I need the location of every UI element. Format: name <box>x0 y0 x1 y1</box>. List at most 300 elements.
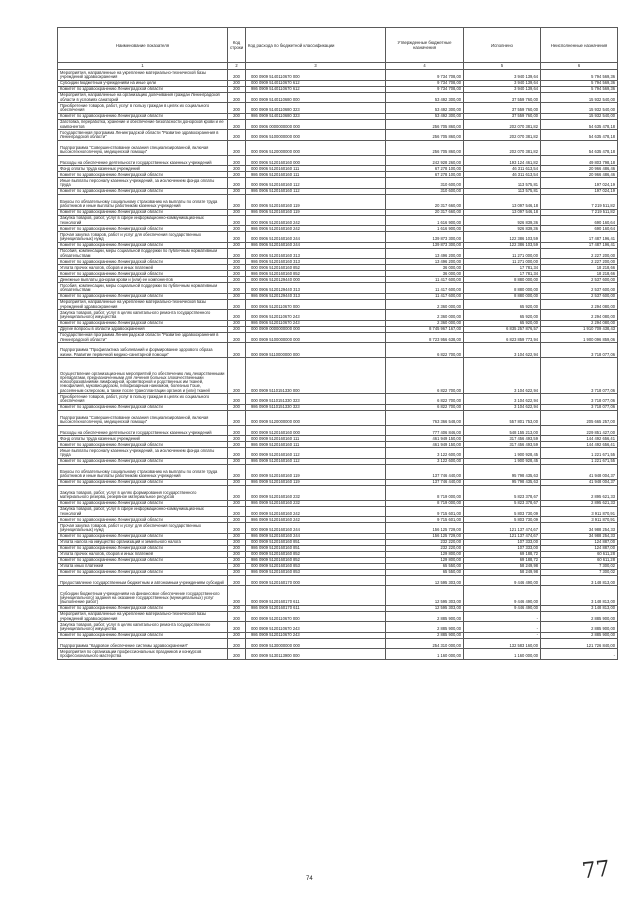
executed-cell: 113 575,81 <box>464 188 541 194</box>
approved-cell: 137 746 440,00 <box>386 479 464 485</box>
executed-cell: 107 333,00 <box>464 545 541 551</box>
name-cell: Мероприятия, направленные на укрепление материально-технической базы учреждений здравоохранения <box>58 299 228 310</box>
approved-cell: 256 705 860,00 <box>386 140 464 155</box>
name-cell: Комитет по здравоохранению Ленинградской области <box>58 209 228 215</box>
name-cell: Расходы на обеспечение деятельности государственных казенных учреждений <box>58 425 228 436</box>
approved-cell: 129 800,00 <box>386 557 464 563</box>
approved-cell: 2 885 900,00 <box>386 611 464 622</box>
executed-cell: 3 104 622,94 <box>464 404 541 410</box>
executed-cell: 58 249,98 <box>464 563 541 569</box>
header-approved: Утвержденные бюджетные назначения <box>386 28 464 63</box>
executed-cell: 3 940 139,64 <box>464 70 541 81</box>
budget-code-cell: 986 0906 5120129440 313 <box>246 293 386 299</box>
header-row <box>58 28 618 63</box>
budget-code-cell: 000 0906 5120160160 119 <box>246 194 386 209</box>
unexecuted-cell: 1 221 671,55 <box>541 458 618 464</box>
name-cell: Предоставление государственным бюджетным и автономным учреждениям субсидий <box>58 575 228 586</box>
unexecuted-cell: 54 635 478,18 <box>541 130 618 141</box>
budget-code-cell: 000 0909 5120160160 232 <box>246 485 386 500</box>
approved-cell: 9 734 708,00 <box>386 70 464 81</box>
budget-code-cell: 000 0906 5120160160 313 <box>246 248 386 259</box>
executed-cell: 5 823 378,67 <box>464 485 541 500</box>
executed-cell: 1 160 000,00 <box>464 649 541 660</box>
name-cell: Комитет по здравоохранению Ленинградской области <box>58 458 228 464</box>
name-cell: Комитет по здравоохранению Ленинградской области <box>58 226 228 232</box>
name-cell: Комитет по здравоохранению Ленинградской области <box>58 188 228 194</box>
budget-code-cell: 000 0909 5100000000 000 <box>246 332 386 343</box>
budget-code-cell: 000 0906 5120160160 112 <box>246 178 386 189</box>
line-code-cell: 200 <box>228 638 246 649</box>
unexecuted-cell: 197 024,19 <box>541 188 618 194</box>
unexecuted-cell: 2 537 600,00 <box>541 277 618 283</box>
line-code-cell: 200 <box>228 545 246 551</box>
executed-cell: 3 940 139,64 <box>464 86 541 92</box>
line-code-cell: 200 <box>228 358 246 394</box>
budget-code-cell: 986 0909 5120160160 242 <box>246 517 386 523</box>
table-row <box>58 425 618 436</box>
budget-code-cell: 986 0909 5120160160 111 <box>246 442 386 448</box>
name-cell: Мероприятия, направленные на укрепление материально-технической базы учреждений здравоохранения <box>58 611 228 622</box>
line-code-cell: 200 <box>228 611 246 622</box>
budget-code-cell: 000 0909 5110151330 000 <box>246 358 386 394</box>
executed-cell: 5 803 730,09 <box>464 517 541 523</box>
approved-cell: 65 550,00 <box>386 563 464 569</box>
approved-cell: 156 125 729,00 <box>386 533 464 539</box>
name-cell: Комитет по здравоохранению Ленинградской области <box>58 113 228 119</box>
budget-code-cell: 000 0909 5120160160 853 <box>246 563 386 569</box>
executed-cell: 1 900 928,45 <box>464 448 541 459</box>
line-code-cell: 200 <box>228 277 246 283</box>
executed-cell: 37 559 760,00 <box>464 103 541 114</box>
line-code-cell: 200 <box>228 622 246 633</box>
header-unexecuted: Неисполненные назначения <box>541 28 618 63</box>
approved-cell: 67 278 100,00 <box>386 172 464 178</box>
unexecuted-cell: 49 803 798,18 <box>541 155 618 166</box>
budget-code-cell: 986 0906 5120160160 112 <box>246 188 386 194</box>
approved-cell: 461 949 150,00 <box>386 442 464 448</box>
unexecuted-cell: 2 885 900,00 <box>541 622 618 633</box>
unexecuted-cell: 41 948 004,37 <box>541 464 618 479</box>
budget-code-cell: 000 0906 5120129440 000 <box>246 277 386 283</box>
name-cell: Уплата налога на имущество организаций и земельного налога <box>58 539 228 545</box>
name-cell: Приобретение товаров, работ, услуг в пользу граждан в целях их социального обеспечения <box>58 103 228 114</box>
name-cell: Комитет по здравоохранению Ленинградской области <box>58 172 228 178</box>
name-cell: Уплата иных платежей <box>58 563 228 569</box>
header-name: Наименование показателя <box>58 28 228 63</box>
unexecuted-cell: 205 665 257,00 <box>541 410 618 425</box>
budget-code-cell: 986 0906 5120160160 242 <box>246 226 386 232</box>
unexecuted-cell: - <box>541 649 618 660</box>
name-cell: Прочая закупка товаров, работ и услуг для обеспечения государственных (муниципальных) нужд <box>58 523 228 534</box>
executed-cell: 122 386 103,59 <box>464 232 541 243</box>
budget-code-cell: 000 0909 5120000000 000 <box>246 410 386 425</box>
executed-cell: 202 070 381,82 <box>464 130 541 141</box>
approved-cell: 777 406 846,00 <box>386 425 464 436</box>
budget-code-cell: 000 0906 5120110670 000 <box>246 299 386 310</box>
approved-cell: 1 616 900,00 <box>386 215 464 226</box>
name-cell: Комитет по здравоохранению Ленинградской области <box>58 533 228 539</box>
name-cell: Подпрограмма "Профилактика заболеваний и формирование здорового образа жизни. Развитие первичной медико-санитарной помощи" <box>58 343 228 358</box>
line-code-cell: 200 <box>228 271 246 277</box>
table-row <box>58 586 618 606</box>
executed-cell: 46 311 613,54 <box>464 166 541 172</box>
line-code-cell: 200 <box>228 215 246 226</box>
approved-cell: 67 278 100,00 <box>386 166 464 172</box>
name-cell: Закупка товаров, работ, услуг в сфере информационно-коммуникационных технологий <box>58 215 228 226</box>
line-code-cell: 200 <box>228 232 246 243</box>
unexecuted-cell: 1 900 096 859,06 <box>541 332 618 343</box>
budget-code-cell: 000 0909 5120160160 851 <box>246 539 386 545</box>
budget-code-cell: 986 0909 5120160160 232 <box>246 500 386 506</box>
line-code-cell: 200 <box>228 209 246 215</box>
line-code-cell: 200 <box>228 92 246 103</box>
unexecuted-cell: 3 718 077,06 <box>541 343 618 358</box>
executed-cell: 8 880 000,00 <box>464 293 541 299</box>
line-code-cell: 200 <box>228 523 246 534</box>
unexecuted-cell: 3 911 870,91 <box>541 506 618 517</box>
approved-cell: 36 000,00 <box>386 271 464 277</box>
name-cell: Комитет по здравоохранению Ленинградской области <box>58 320 228 326</box>
executed-cell: 317 456 493,59 <box>464 436 541 442</box>
unexecuted-cell: 144 492 656,41 <box>541 442 618 448</box>
name-cell: Комитет по здравоохранению Ленинградской области <box>58 259 228 265</box>
page-number: 74 <box>306 876 313 882</box>
executed-cell: 132 583 160,00 <box>464 638 541 649</box>
approved-cell: 129 800,00 <box>386 551 464 557</box>
budget-code-cell: 986 0906 5120160160 119 <box>246 209 386 215</box>
table-row <box>58 248 618 259</box>
executed-cell: 95 798 435,63 <box>464 464 541 479</box>
table-row <box>58 332 618 343</box>
unexecuted-cell: 2 227 200,00 <box>541 248 618 259</box>
approved-cell: 1 160 000,00 <box>386 649 464 660</box>
table-row <box>58 523 618 534</box>
table-row <box>58 194 618 209</box>
line-code-cell: 200 <box>228 586 246 606</box>
budget-code-cell: 000 0909 5130000000 000 <box>246 638 386 649</box>
approved-cell: 2 885 900,00 <box>386 632 464 638</box>
table-row <box>58 649 618 660</box>
table-row <box>58 103 618 114</box>
line-code-cell: 200 <box>228 632 246 638</box>
name-cell: Подпрограмма "Совершенствование оказания специализированной, включая высокотехнологичную, медицинской помощи" <box>58 410 228 425</box>
executed-cell: 3 940 139,64 <box>464 80 541 86</box>
name-cell: Закупка товаров, работ, услуг в сфере информационно-коммуникационных технологий <box>58 506 228 517</box>
line-code-cell: 200 <box>228 119 246 130</box>
budget-code-cell: 000 0909 5120160160 242 <box>246 506 386 517</box>
approved-cell: 11 417 600,00 <box>386 277 464 283</box>
line-code-cell: 200 <box>228 80 246 86</box>
index-cell: 6 <box>541 63 618 70</box>
unexecuted-cell: 34 988 254,33 <box>541 533 618 539</box>
line-code-cell: 200 <box>228 425 246 436</box>
approved-cell: 310 600,00 <box>386 188 464 194</box>
executed-cell: 3 104 622,94 <box>464 394 541 405</box>
approved-cell: 11 417 600,00 <box>386 293 464 299</box>
line-code-cell: 200 <box>228 283 246 294</box>
unexecuted-cell: 54 635 478,18 <box>541 119 618 130</box>
table-row <box>58 310 618 321</box>
name-cell: Мероприятия, направленные на укрепление материально-технической базы учреждений здравоохранения <box>58 70 228 81</box>
approved-cell: 8 723 956 638,00 <box>386 332 464 343</box>
approved-cell: 2 360 000,00 <box>386 320 464 326</box>
unexecuted-cell: 15 932 540,00 <box>541 103 618 114</box>
name-cell: Взносы по обязательному социальному страхованию на выплаты по оплате труда работников и иные выплаты работникам казенных учреждений <box>58 464 228 479</box>
unexecuted-cell: 3 148 813,00 <box>541 575 618 586</box>
approved-cell: 9 734 708,00 <box>386 80 464 86</box>
budget-code-cell: 000 0906 5120129440 313 <box>246 283 386 294</box>
unexecuted-cell: 5 794 569,36 <box>541 70 618 81</box>
approved-cell: 53 492 300,00 <box>386 113 464 119</box>
executed-cell: 37 559 760,00 <box>464 92 541 103</box>
budget-code-cell: 986 0906 5120160160 313 <box>246 259 386 265</box>
line-code-cell: 200 <box>228 130 246 141</box>
approved-cell: 20 317 660,00 <box>386 209 464 215</box>
unexecuted-cell: 3 911 870,91 <box>541 517 618 523</box>
budget-code-cell: 986 0906 5120110670 243 <box>246 320 386 326</box>
budget-code-cell: 986 0909 5120160160 112 <box>246 458 386 464</box>
budget-code-cell: 000 0906 5120160160 852 <box>246 265 386 271</box>
name-cell: Заготовка, переработка, хранение и обеспечение безопасности донорской крови и ее компонентов <box>58 119 228 130</box>
executed-cell: 3 104 622,94 <box>464 343 541 358</box>
table-row <box>58 119 618 130</box>
name-cell: Государственная программа Ленинградской области "Развитие здравоохранения в Ленинградской области" <box>58 130 228 141</box>
line-code-cell: 200 <box>228 563 246 569</box>
index-cell: 3 <box>246 63 386 70</box>
unexecuted-cell: 229 851 427,00 <box>541 425 618 436</box>
approved-cell: 156 125 729,00 <box>386 523 464 534</box>
executed-cell: 557 801 753,00 <box>464 410 541 425</box>
executed-cell: 926 839,36 <box>464 226 541 232</box>
line-code-cell: 200 <box>228 394 246 405</box>
line-code-cell: 200 <box>228 436 246 442</box>
header-bcode: Код расхода по бюджетной классификации <box>246 28 386 63</box>
line-code-cell: 200 <box>228 605 246 611</box>
approved-cell: 139 873 300,00 <box>386 242 464 248</box>
unexecuted-cell: 3 718 077,06 <box>541 358 618 394</box>
executed-cell: 8 880 000,00 <box>464 283 541 294</box>
executed-cell: 6 835 257 876,57 <box>464 326 541 332</box>
line-code-cell: 200 <box>228 517 246 523</box>
table-row <box>58 178 618 189</box>
approved-cell: 13 496 200,00 <box>386 248 464 259</box>
executed-cell: 58 249,98 <box>464 569 541 575</box>
unexecuted-cell: 2 294 080,00 <box>541 299 618 310</box>
name-cell: Комитет по здравоохранению Ленинградской области <box>58 242 228 248</box>
line-code-cell: 200 <box>228 442 246 448</box>
executed-cell: 202 070 381,82 <box>464 119 541 130</box>
unexecuted-cell: 41 948 004,37 <box>541 479 618 485</box>
unexecuted-cell: 17 487 196,41 <box>541 242 618 248</box>
unexecuted-cell: 144 492 656,41 <box>541 436 618 442</box>
line-code-cell: 200 <box>228 172 246 178</box>
approved-cell: 2 360 000,00 <box>386 299 464 310</box>
approved-cell: 20 317 660,00 <box>386 194 464 209</box>
executed-cell: 65 920,00 <box>464 310 541 321</box>
approved-cell: 6 822 700,00 <box>386 358 464 394</box>
line-code-cell: 200 <box>228 155 246 166</box>
line-code-cell: 200 <box>228 343 246 358</box>
executed-cell: 202 070 381,82 <box>464 140 541 155</box>
line-code-cell: 200 <box>228 194 246 209</box>
budget-code-cell: 000 0906 5120160160 242 <box>246 215 386 226</box>
budget-code-cell: 000 0906 5120160160 000 <box>246 155 386 166</box>
approved-cell: 6 822 700,00 <box>386 343 464 358</box>
executed-cell: 5 823 378,67 <box>464 500 541 506</box>
line-code-cell: 200 <box>228 188 246 194</box>
line-code-cell: 200 <box>228 242 246 248</box>
table-row <box>58 464 618 479</box>
line-code-cell: 200 <box>228 299 246 310</box>
table-row <box>58 622 618 633</box>
executed-cell: 69 188,72 <box>464 551 541 557</box>
header-executed: Исполнено <box>464 28 541 63</box>
index-cell: 5 <box>464 63 541 70</box>
line-code-cell: 200 <box>228 332 246 343</box>
unexecuted-cell: 18 218,66 <box>541 265 618 271</box>
name-cell: Мероприятия, направленные на организацию долечивания граждан Ленинградской области в условиях санаторий <box>58 92 228 103</box>
line-code-cell: 200 <box>228 326 246 332</box>
budget-code-cell: 000 0906 5100000000 000 <box>246 130 386 141</box>
budget-code-cell: 000 0909 5120160160 000 <box>246 425 386 436</box>
executed-cell: 8 880 000,00 <box>464 277 541 283</box>
table-row <box>58 394 618 405</box>
executed-cell: 9 446 490,00 <box>464 605 541 611</box>
unexecuted-cell: 5 794 569,36 <box>541 86 618 92</box>
executed-cell: 107 333,00 <box>464 539 541 545</box>
approved-cell: 36 000,00 <box>386 265 464 271</box>
table-row <box>58 638 618 649</box>
table-row <box>58 70 618 81</box>
executed-cell: 121 137 474,67 <box>464 523 541 534</box>
name-cell: Уплата прочих налогов, сборов и иных платежей <box>58 265 228 271</box>
unexecuted-cell: 2 537 600,00 <box>541 293 618 299</box>
unexecuted-cell: 3 718 077,06 <box>541 404 618 410</box>
name-cell: Комитет по здравоохранению Ленинградской области <box>58 271 228 277</box>
budget-code-cell: 000 0909 0000000000 000 <box>246 326 386 332</box>
budget-code-cell: 000 0909 5140110680 000 <box>246 92 386 103</box>
name-cell: Комитет по здравоохранению Ленинградской области <box>58 404 228 410</box>
unexecuted-cell: 3 148 813,00 <box>541 605 618 611</box>
budget-code-cell: 000 0909 5120160160 111 <box>246 436 386 442</box>
name-cell: Уплата прочих налогов, сборов и иных платежей <box>58 551 228 557</box>
executed-cell: 11 271 000,00 <box>464 248 541 259</box>
name-cell: Комитет по здравоохранению Ленинградской области <box>58 632 228 638</box>
line-code-cell: 200 <box>228 86 246 92</box>
budget-code-cell: 000 0909 5120160170 000 <box>246 575 386 586</box>
budget-code-cell: 000 0906 5120000000 000 <box>246 140 386 155</box>
unexecuted-cell: 121 726 840,00 <box>541 638 618 649</box>
approved-cell: 6 822 700,00 <box>386 394 464 405</box>
name-cell: Комитет по здравоохранению Ленинградской области <box>58 442 228 448</box>
name-cell: Закупка товаров, работ, услуг в целях формирования государственного материального резерва, резервное материальное ресурсов <box>58 485 228 500</box>
approved-cell: 3 122 600,00 <box>386 448 464 459</box>
budget-code-cell: 000 0909 5120160170 611 <box>246 586 386 606</box>
line-code-cell: 200 <box>228 103 246 114</box>
name-cell: Комитет по здравоохранению Ленинградской области <box>58 545 228 551</box>
line-code-cell: 200 <box>228 464 246 479</box>
index-cell: 1 <box>58 63 228 70</box>
name-cell: Другие вопросы в области здравоохранения <box>58 326 228 332</box>
executed-cell: 1 900 928,45 <box>464 458 541 464</box>
executed-cell: 317 456 493,59 <box>464 442 541 448</box>
approved-cell: 2 885 900,00 <box>386 622 464 633</box>
unexecuted-cell: 2 227 200,00 <box>541 259 618 265</box>
table-row <box>58 506 618 517</box>
approved-cell: 256 705 860,00 <box>386 130 464 141</box>
line-code-cell: 200 <box>228 539 246 545</box>
name-cell: Субсидии бюджетным учреждениям на финансовое обеспечение государственного (муниципального) задания на оказание государственных (муниципальных) услуг (выполнение работ) <box>58 586 228 606</box>
executed-cell: 122 386 103,59 <box>464 242 541 248</box>
budget-code-cell: 986 0909 5120110670 243 <box>246 632 386 638</box>
approved-cell: 763 366 548,00 <box>386 410 464 425</box>
executed-cell: 113 575,81 <box>464 178 541 189</box>
unexecuted-cell: 124 887,00 <box>541 539 618 545</box>
table-row <box>58 140 618 155</box>
table-row <box>58 343 618 358</box>
approved-cell: 9 734 708,00 <box>386 86 464 92</box>
name-cell: Комитет по здравоохранению Ленинградской области <box>58 557 228 563</box>
budget-code-cell: 000 0909 5140110670 612 <box>246 80 386 86</box>
executed-cell: 193 124 461,82 <box>464 155 541 166</box>
unexecuted-cell: 2 537 600,00 <box>541 283 618 294</box>
executed-cell: 65 920,00 <box>464 299 541 310</box>
table-row <box>58 448 618 459</box>
executed-cell: 926 839,36 <box>464 215 541 226</box>
line-code-cell: 200 <box>228 551 246 557</box>
name-cell: Пособия, компенсации, меры социальной поддержки по публичным нормативным обязательствам <box>58 283 228 294</box>
name-cell: Закупка товаров, работ, услуг в целях капитального ремонта государственного (муниципального) имущества <box>58 622 228 633</box>
approved-cell: 242 928 260,00 <box>386 155 464 166</box>
line-code-cell: 200 <box>228 569 246 575</box>
table-row <box>58 485 618 500</box>
name-cell: Иные выплаты персоналу казенных учреждений, за исключением фонда оплаты труда <box>58 178 228 189</box>
approved-cell: 11 417 600,00 <box>386 283 464 294</box>
unexecuted-cell: 2 895 621,33 <box>541 485 618 500</box>
name-cell: Пособия, компенсации, меры социальной поддержки по публичным нормативным обязательствам <box>58 248 228 259</box>
unexecuted-cell: 690 160,64 <box>541 226 618 232</box>
line-code-cell: 200 <box>228 140 246 155</box>
header-code: Код строки <box>228 28 246 63</box>
unexecuted-cell: 20 966 486,46 <box>541 172 618 178</box>
budget-code-cell: 000 0906 0000000000 000 <box>246 119 386 130</box>
line-code-cell: 200 <box>228 533 246 539</box>
budget-code-cell: 000 0906 5120160160 244 <box>246 232 386 243</box>
executed-cell: 9 446 490,00 <box>464 575 541 586</box>
budget-code-cell: 986 0909 5120160160 852 <box>246 557 386 563</box>
index-cell: 2 <box>228 63 246 70</box>
table-row <box>58 575 618 586</box>
budget-code-cell: 000 0909 5110151330 323 <box>246 394 386 405</box>
unexecuted-cell: 2 294 080,00 <box>541 310 618 321</box>
name-cell: Комитет по здравоохранению Ленинградской области <box>58 293 228 299</box>
report-sheet <box>57 27 617 660</box>
budget-code-cell: 000 0906 5120160160 111 <box>246 166 386 172</box>
approved-cell: 2 360 000,00 <box>386 310 464 321</box>
name-cell: Подпрограмма "Кадровое обеспечение системы здравоохранения" <box>58 638 228 649</box>
budget-code-cell: 986 0906 5120160160 111 <box>246 172 386 178</box>
column-index-row <box>58 63 618 70</box>
budget-code-cell: 000 0909 5140110680 323 <box>246 103 386 114</box>
approved-cell: 3 122 600,00 <box>386 458 464 464</box>
name-cell: Денежные выплаты донорам крови и (или) ее компонентов <box>58 277 228 283</box>
line-code-cell: 200 <box>228 506 246 517</box>
unexecuted-cell: 3 718 077,06 <box>541 394 618 405</box>
line-code-cell: 200 <box>228 178 246 189</box>
unexecuted-cell: 60 611,28 <box>541 551 618 557</box>
unexecuted-cell: 2 885 900,00 <box>541 611 618 622</box>
unexecuted-cell: 197 024,19 <box>541 178 618 189</box>
